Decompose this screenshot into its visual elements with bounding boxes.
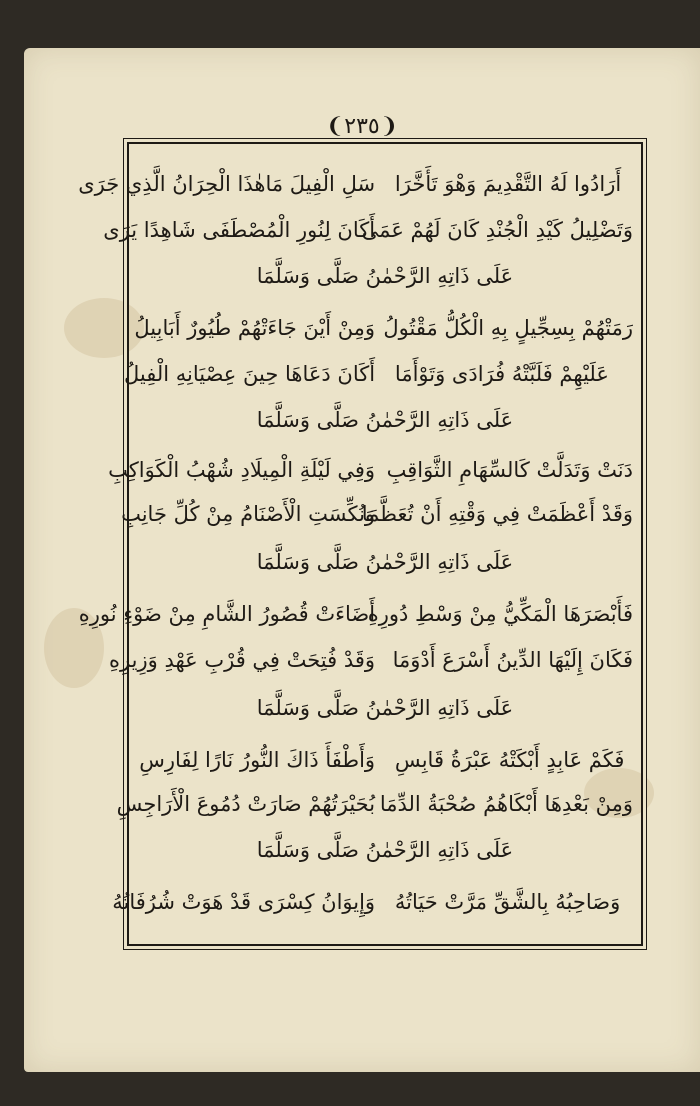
verse-second-hemistich: وَقَدْ أَعْظَمَتْ فِي وَقْتِهِ أَنْ تُعَظَّمَا — [361, 502, 633, 526]
text-frame — [78, 142, 643, 946]
verse-line — [129, 316, 641, 340]
verse-first-hemistich: أَضَاءَتْ قُصُورُ الشَّامِ مِنْ ضَوْءِ نُورِهِ — [78, 602, 376, 626]
verse-second-hemistich: فَكَمْ عَابِدٍ أَبْكَتْهُ عَبْرَةُ قَابِسِ — [394, 748, 625, 772]
verse-first-hemistich: وَنُكِّسَتِ الْأَصْنَامُ مِنْ كُلِّ جَانِبِ — [121, 502, 376, 526]
verse-line — [108, 458, 641, 482]
verse-second-hemistich: أَرَادُوا لَهُ التَّقْدِيمَ وَهْوَ تَأَخَّرَا — [394, 172, 622, 196]
verse-first-hemistich: أَكَانَ دَعَاهَا حِينَ عِصْيَانِهِ الْفِيلُ — [123, 362, 376, 386]
refrain-line: عَلَى ذَاتِهِ الرَّحْمٰنُ صَلَّى وَسَلَّمَا — [256, 696, 514, 720]
page-number: ❨٢٣٥❩ — [325, 114, 399, 139]
book-page — [24, 48, 700, 1072]
verse-first-hemistich: وَأَطْفَأَ ذَاكَ النُّورُ نَارًا لِفَارِسِ — [139, 748, 376, 772]
verse-first-hemistich: وَإِيوَانُ كِسْرَى قَدْ هَوَتْ شُرُفَاتُهُ — [112, 890, 376, 914]
verse-line — [129, 748, 641, 772]
verse-line — [78, 602, 641, 626]
refrain-line: عَلَى ذَاتِهِ الرَّحْمٰنُ صَلَّى وَسَلَّمَا — [256, 838, 514, 862]
verse-second-hemistich: وَمِنْ بَعْدِهَا أَبْكَاهُمُ صُحْبَةُ الدِّمَا — [379, 792, 633, 816]
verse-second-hemistich: وَصَاحِبُهُ بِالشَّقِّ مَرَّتْ حَيَاتُهُ — [394, 890, 621, 914]
verse-second-hemistich: وَتَضْلِيلُ كَيْدِ الْجُنْدِ كَانَ لَهُمْ عَمَى — [361, 218, 633, 242]
verse-second-hemistich: فَأَبْصَرَهَا الْمَكِّيُّ مِنْ وَسْطِ دُورِهِ — [367, 602, 633, 626]
verse-second-hemistich: عَلَيْهِمْ فَلَبَّتْهُ فُرَادَى وَتَوْأَمَا — [394, 362, 609, 386]
verse-line — [103, 218, 641, 242]
verse-line — [78, 172, 641, 196]
verse-first-hemistich: وَقَدْ فُتِحَتْ فِي قُرْبِ عَهْدِ وَزِيرِهِ — [109, 648, 376, 672]
verse-line — [109, 648, 641, 672]
verse-second-hemistich: فَكَانَ إِلَيْهَا الدِّينُ أَسْرَعَ أَدْوَمَا — [392, 648, 633, 672]
verse-line — [116, 792, 641, 816]
verse-first-hemistich: أَكَانَ لِنُورِ الْمُصْطَفَى شَاهِدًا يَرَى — [103, 218, 376, 242]
verse-line — [123, 362, 641, 386]
refrain-line: عَلَى ذَاتِهِ الرَّحْمٰنُ صَلَّى وَسَلَّمَا — [256, 264, 514, 288]
verse-first-hemistich: بُحَيْرَتُهُمْ صَارَتْ دُمُوعَ الْأَرَاجِسِ — [116, 792, 376, 816]
verse-second-hemistich: رَمَتْهُمْ بِسِجِّيلٍ بِهِ الْكُلُّ مَقْتُولُ — [383, 316, 633, 340]
verse-line — [112, 890, 641, 914]
verse-line — [121, 502, 641, 526]
refrain-line: عَلَى ذَاتِهِ الرَّحْمٰنُ صَلَّى وَسَلَّمَا — [256, 550, 514, 574]
verse-first-hemistich: سَلِ الْفِيلَ مَاهٰذَا الْحِرَانُ الَّذِي جَرَى — [78, 172, 376, 196]
refrain-line: عَلَى ذَاتِهِ الرَّحْمٰنُ صَلَّى وَسَلَّمَا — [256, 408, 514, 432]
verse-first-hemistich: وَفِي لَيْلَةِ الْمِيلَادِ شُهْبُ الْكَوَاكِبِ — [108, 458, 376, 482]
verse-second-hemistich: دَنَتْ وَتَدَلَّتْ كَالسِّهَامِ الثَّوَاقِبِ — [386, 458, 633, 482]
verse-first-hemistich: وَمِنْ أَيْنَ جَاءَتْهُمْ طُيُورٌ أَبَابِيلُ — [134, 316, 376, 340]
